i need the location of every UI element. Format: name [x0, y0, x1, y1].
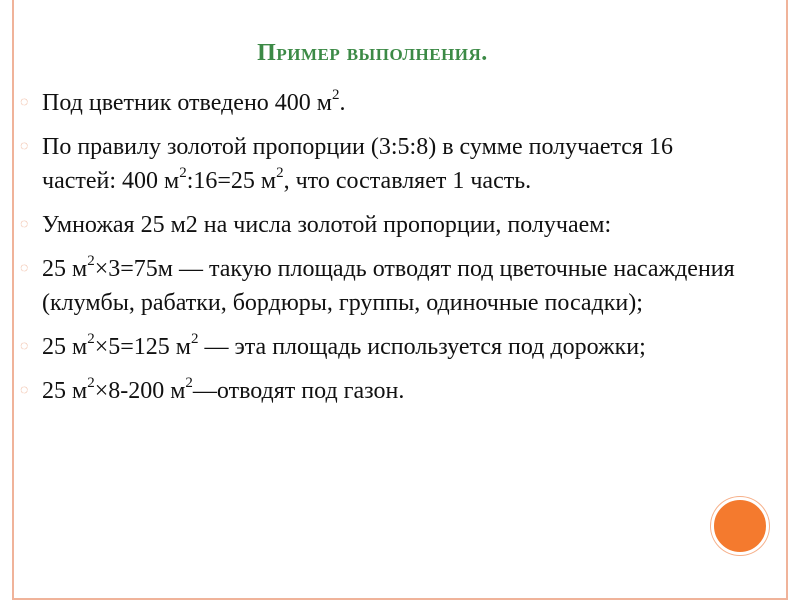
slide-border-left — [12, 0, 14, 600]
bullet-icon: ◌ — [20, 217, 29, 232]
list-item-text: 25 $м^2\times 3=75м$ — такую площадь отводят под цветочные насаждения (клумбы, рабатки, бордюры, группы, одиночные посадки); — [42, 253, 735, 316]
slide-border-right — [786, 0, 788, 600]
bullet-icon: ◌ — [20, 383, 29, 398]
list-item — [18, 130, 748, 198]
list-item-text: По правилу золотой пропорции (3:5:8) в сумме получается 16 частей: 400 $м^2:16=25$ $м^2$, что составляет 1 часть. — [42, 134, 673, 194]
bullet-icon: ◌ — [20, 139, 29, 154]
list-item — [18, 374, 748, 408]
slide-title: Пример выполнения. — [257, 40, 488, 66]
bullet-icon: ◌ — [20, 95, 29, 110]
list-item — [18, 330, 748, 364]
list-item — [18, 252, 748, 320]
list-item — [18, 208, 748, 242]
bullet-icon: ◌ — [20, 261, 29, 276]
list-item-text: 25 $м^2\times 8-200$ $м^2—отводят$ под газон. — [42, 375, 405, 404]
list-item-text: Умножая 25 м2 на числа золотой пропорции, получаем: — [42, 212, 612, 238]
list-item-text: Под цветник отведено 400 $м^2$. — [42, 87, 346, 116]
decorative-circle-icon — [711, 497, 769, 555]
list-item-text: 25 $м^2\times 5=125$ $м^2$ — эта площадь используется под дорожки; — [42, 331, 646, 360]
list-item — [18, 86, 748, 120]
bullet-icon: ◌ — [20, 339, 29, 354]
bullet-list — [18, 86, 748, 418]
